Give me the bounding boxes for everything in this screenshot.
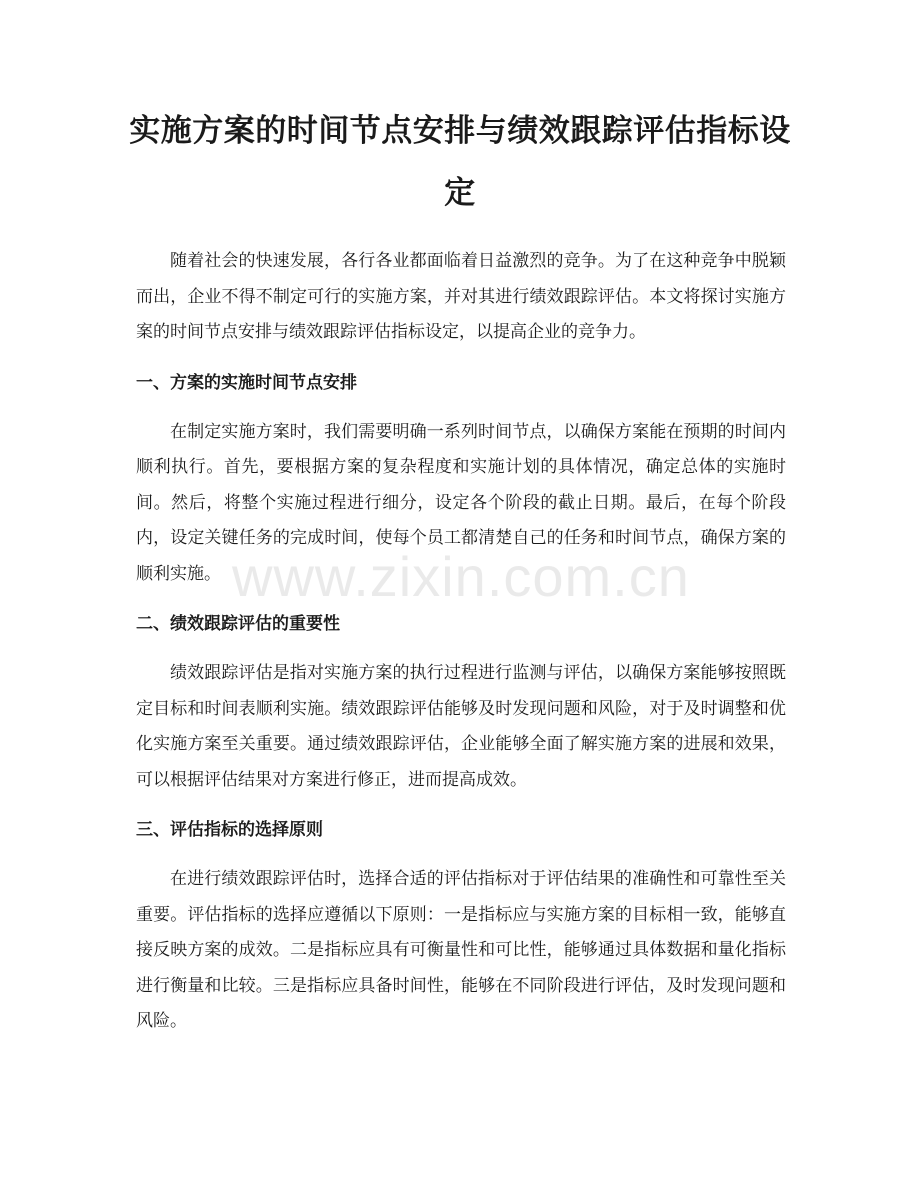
watermark: www.zixin.com.cn bbox=[232, 545, 690, 608]
intro-paragraph: 随着社会的快速发展，各行各业都面临着日益激烈的竞争。为了在这种竞争中脱颖而出，企业不得不制定可行的实施方案，并对其进行绩效跟踪评估。本文将探讨实施方案的时间节点安排与绩效跟踪评估指标设定，以提高企业的竞争力。 bbox=[136, 251, 786, 342]
document-title: 实施方案的时间节点安排与绩效跟踪评估指标设定 bbox=[129, 113, 791, 211]
section-heading-2: 二、绩效跟踪评估的重要性 bbox=[136, 614, 340, 634]
section-paragraph-3: 在进行绩效跟踪评估时，选择合适的评估指标对于评估结果的准确性和可靠性至关重要。评估指标的选择应遵循以下原则：一是指标应与实施方案的目标相一致，能够直接反映方案的成效。二是指标应具有可衡量性和可比性，能够通过具体数据和量化指标进行衡量和比较。三是指标应具备时间性，能够在不同阶段进行评估，及时发现问题和风险。 bbox=[136, 869, 786, 1031]
document-body bbox=[136, 244, 786, 1040]
section-paragraph-1: 在制定实施方案时，我们需要明确一系列时间节点，以确保方案能在预期的时间内顺利执行。首先，要根据方案的复杂程度和实施计划的具体情况，确定总体的实施时间。然后，将整个实施过程进行细分，设定各个阶段的截止日期。最后，在每个阶段内，设定关键任务的完成时间，使每个员工都清楚自己的任务和时间节点，确保方案的顺利实施。 bbox=[136, 421, 786, 584]
section-heading-3: 三、评估指标的选择原则 bbox=[136, 820, 323, 840]
section-paragraph-2: 绩效跟踪评估是指对实施方案的执行过程进行监测与评估，以确保方案能够按照既定目标和时间表顺利实施。绩效跟踪评估能够及时发现问题和风险，对于及时调整和优化实施方案至关重要。通过绩效跟踪评估，企业能够全面了解实施方案的进展和效果，可以根据评估结果对方案进行修正，进而提高成效。 bbox=[136, 663, 786, 790]
section-heading-1: 一、方案的实施时间节点安排 bbox=[136, 372, 357, 393]
